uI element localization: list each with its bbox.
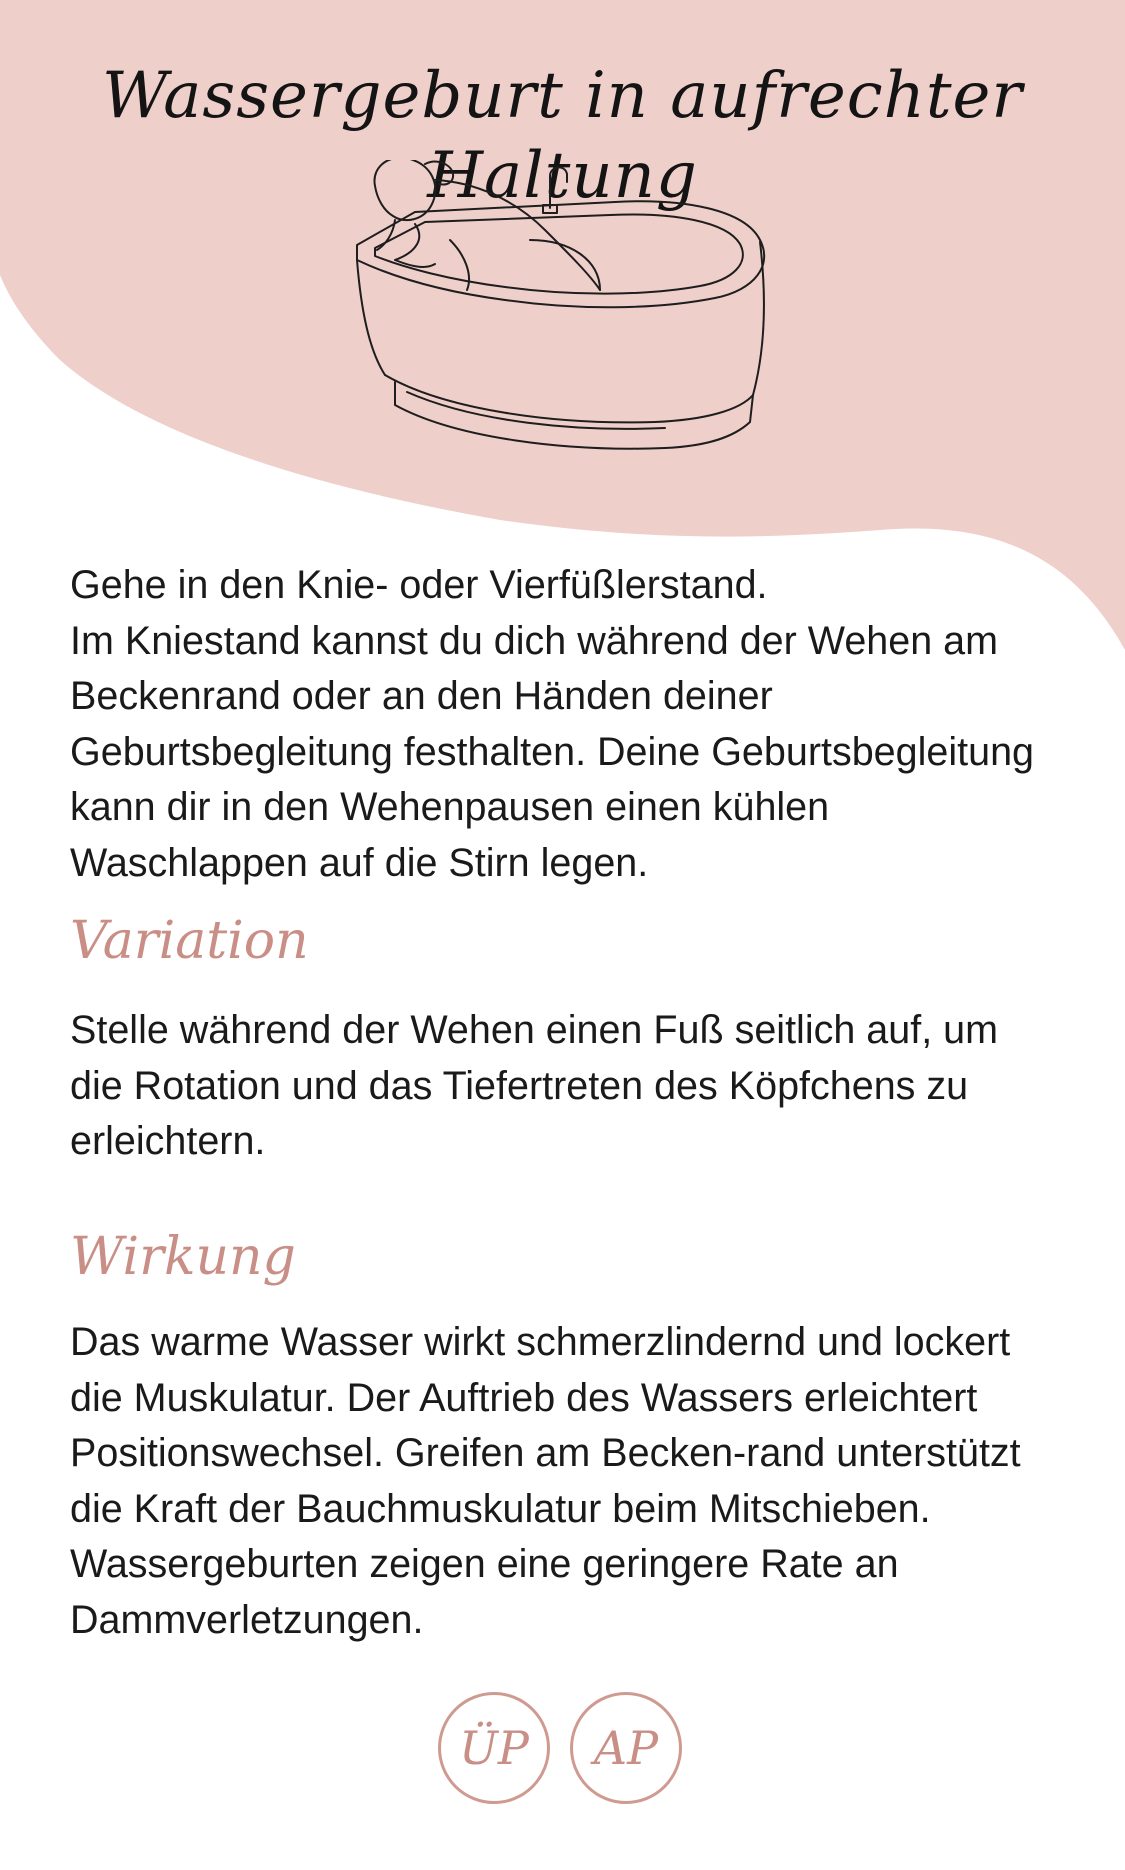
intro-line-1: Gehe in den Knie- oder Vierfüßlerstand. — [70, 563, 768, 607]
intro-line-2: Im Kniestand kannst du dich während der Wehen am Beckenrand oder an den Händen deiner Geburtsbegleitung festhalten. Deine Geburtsbegleitung kann dir in den Wehenpausen einen kühlen Waschlappen auf die Stirn legen. — [70, 618, 1035, 885]
intro-text — [70, 558, 1060, 891]
page-title: Wassergeburt in aufrechter Haltung — [101, 59, 1024, 213]
variation-heading: Variation — [70, 911, 309, 971]
wirkung-text-block — [70, 1315, 1060, 1648]
badge-up — [438, 1692, 550, 1804]
badge-up-label: ÜP — [459, 1721, 529, 1775]
badge-ap — [570, 1692, 682, 1804]
wirkung-text: Das warme Wasser wirkt schmerzlindernd und lockert die Muskulatur. Der Auftrieb des Wassers erleichtert Positionswechsel. Greifen am Becken-rand unterstützt die Kraft der Bauchmuskulatur beim Mitschieben. Wassergeburten zeigen eine geringere Rate an Dammverletzungen. — [70, 1320, 1021, 1642]
woman-kneeling-in-birth-pool-illustration — [355, 160, 775, 500]
badge-ap-label: AP — [593, 1721, 659, 1775]
variation-text: Stelle während der Wehen einen Fuß seitlich auf, um die Rotation und das Tiefertreten des Köpfchens zu erleichtern. — [70, 1008, 999, 1163]
badge-group — [438, 1692, 688, 1812]
variation-text-block — [70, 1003, 1060, 1170]
wirkung-heading: Wirkung — [70, 1227, 296, 1287]
